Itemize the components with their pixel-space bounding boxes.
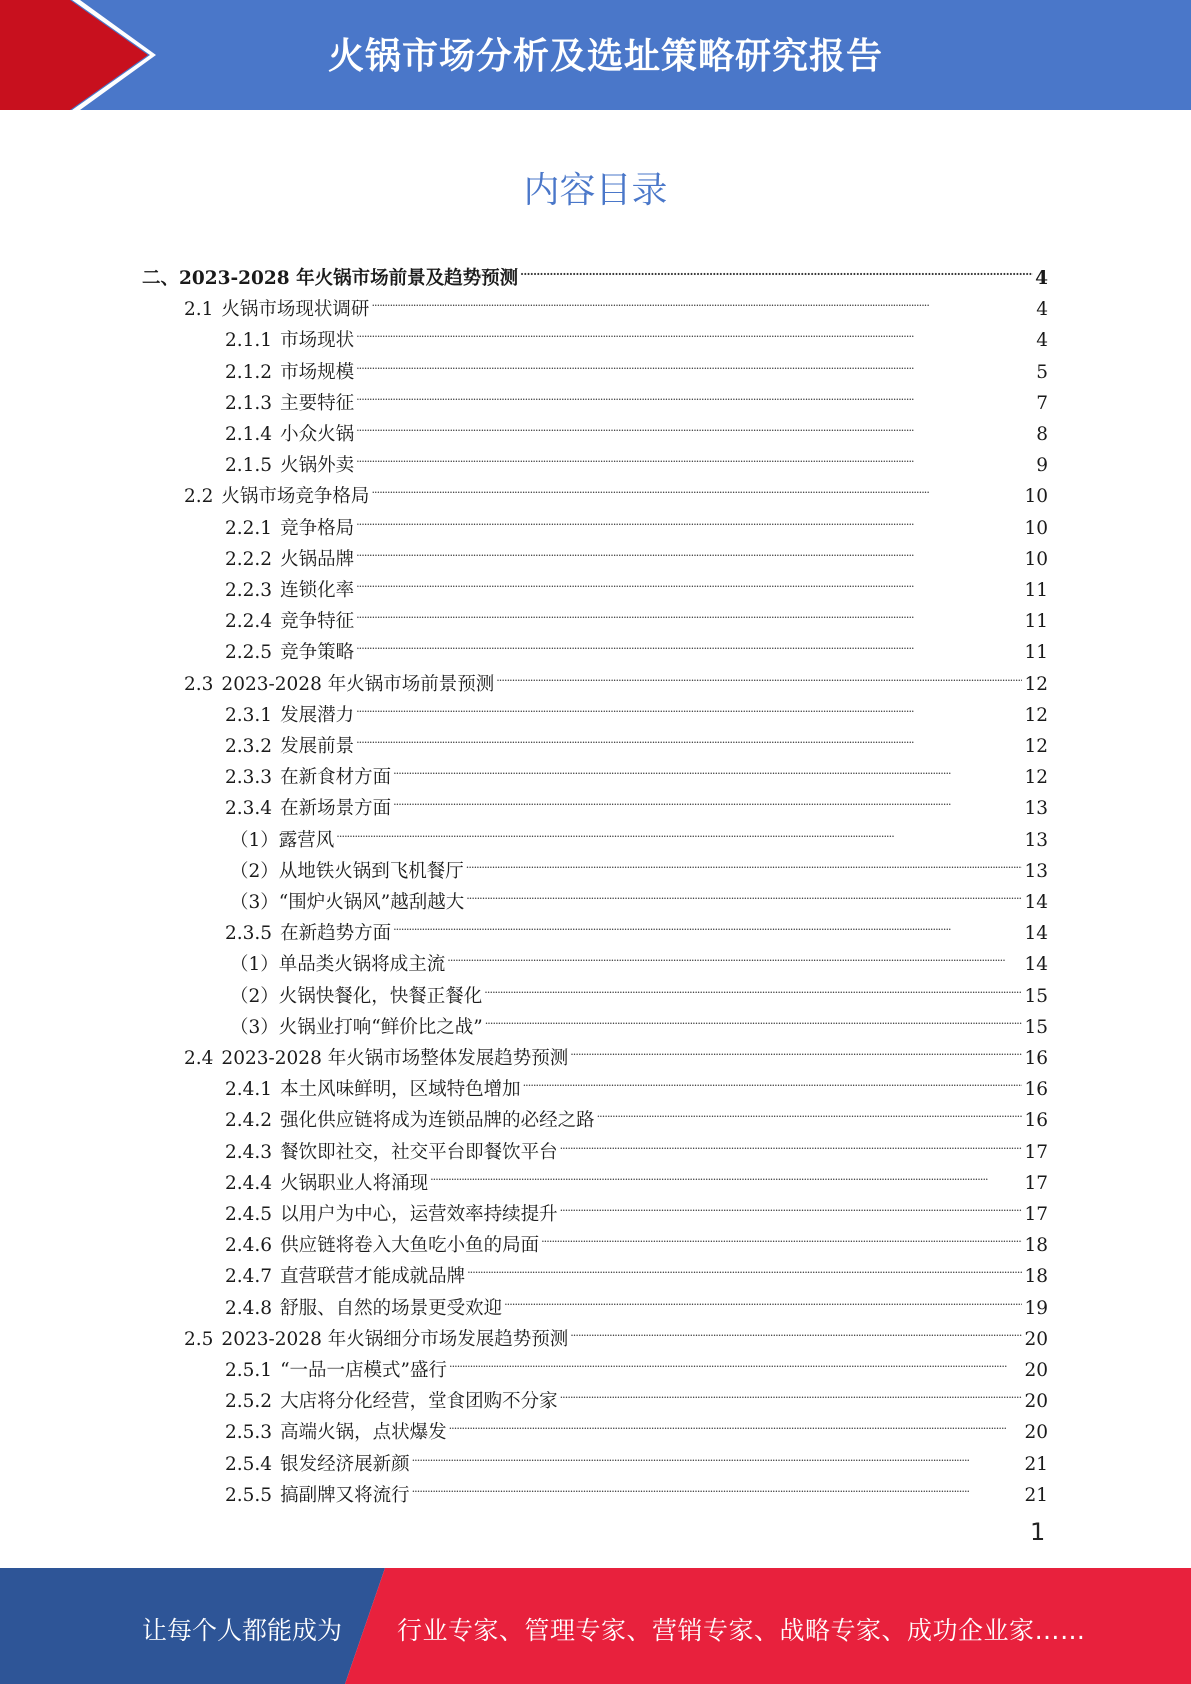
toc-entry[interactable] [225,534,1048,570]
toc-dot-leader [393,752,1022,783]
toc-entry-text: 竞争特征 [280,611,355,633]
toc-dot-leader [412,1439,1023,1470]
toc-entry[interactable] [225,596,1048,633]
toc-dot-leader [356,503,1022,534]
toc-page-number: 18 [1024,1266,1048,1288]
toc-entry-text: 火锅品牌 [280,548,355,570]
toc-entry-label [225,1480,410,1511]
toc-entry[interactable] [230,1002,1048,1038]
toc-entry[interactable] [184,659,1048,695]
toc-dot-leader [356,596,1022,627]
toc-page-number: 20 [1024,1391,1048,1413]
toc-entry-text: 发展潜力 [280,704,355,726]
toc-page-number: 21 [1024,1453,1048,1475]
toc-page-number: 18 [1024,1235,1048,1257]
toc-page-number: 16 [1024,1079,1048,1101]
toc-page-number: 10 [1024,486,1048,508]
toc-page-number: 13 [1024,860,1048,882]
toc-entry-number: 2.1 [184,299,214,321]
toc-entry[interactable] [225,1189,1048,1225]
toc-entry[interactable] [225,409,1048,445]
toc-entry[interactable] [225,315,1048,352]
toc-page-number: 12 [1024,673,1048,695]
toc-dot-leader [504,1283,1022,1314]
toc-entry-text: 在新食材方面 [280,767,392,789]
toc-entry-text: 市场规模 [280,361,355,383]
toc-entry-number: 2.5.3 [225,1422,273,1444]
toc-entry[interactable] [225,347,1048,383]
toc-dot-leader [371,284,1034,315]
footer-slogan-left: 让每个人都能成为 [142,1616,343,1645]
toc-entry-text: 竞争策略 [280,642,355,664]
toc-entry-text: 火锅市场现状调研 [221,299,370,321]
toc-entry-number: 二、 [142,268,180,289]
toc-entry-number: （2） [230,985,279,1007]
toc-entry-number: 2.4.8 [225,1297,273,1319]
toc-entry-number: 2.4 [184,1048,214,1069]
toc-page-number: 9 [1036,455,1048,477]
toc-entry-number: 2.2.3 [225,580,273,601]
toc-dot-leader [393,908,1022,939]
toc-dot-leader [485,1002,1023,1033]
footer-slogan-right: 行业专家、管理专家、营销专家、战略专家、成功企业家…… [397,1616,1086,1645]
toc-page-number: 11 [1024,642,1048,664]
toc-entry[interactable] [225,1439,1048,1475]
toc-dot-leader [560,1127,1023,1158]
toc-entry[interactable] [225,1407,1048,1444]
page-number: 1 [1030,1518,1046,1546]
toc-entry-number: （3） [230,892,279,913]
toc-entry-text: 供应链将卷入大鱼吃小鱼的局面 [280,1235,540,1257]
toc-entry-number: 2.1.2 [225,361,273,383]
toc-dot-leader [496,659,1022,690]
toc-entry-text: 银发经济展新颜 [280,1453,410,1475]
toc-entry[interactable] [225,1158,1048,1194]
toc-entry[interactable] [225,721,1048,757]
toc-entry-number: 2.5.4 [225,1453,273,1475]
toc-entry[interactable] [184,471,1048,508]
toc-page-number: 19 [1024,1297,1048,1319]
toc-entry-text: 餐饮即社交，社交平台即餐饮平台 [280,1141,558,1163]
toc-page-number: 17 [1024,1172,1048,1194]
toc-entry[interactable] [230,815,1048,851]
toc-entry-number: 2.4.1 [225,1079,273,1101]
toc-page-number: 15 [1024,1016,1048,1038]
toc-entry[interactable] [225,565,1048,601]
toc-dot-leader [560,1189,1023,1220]
toc-page-number: 8 [1036,424,1048,445]
toc-dot-leader [356,409,1034,440]
toc-entry-number: 2.5.5 [225,1484,273,1506]
toc-dot-leader [467,1251,1022,1282]
toc-entry[interactable] [225,1095,1048,1132]
toc-entry-text: 大店将分化经营，堂食团购不分家 [280,1391,558,1413]
toc-dot-leader [356,378,1034,409]
toc-entry[interactable] [225,1345,1048,1381]
toc-entry-number: 2.1.3 [225,392,273,414]
toc-dot-leader [356,315,1034,346]
toc-dot-leader [597,1095,1023,1126]
toc-entry[interactable] [225,378,1048,414]
toc-page-number: 12 [1024,736,1048,757]
toc-entry[interactable] [225,1220,1048,1257]
toc-page-number: 16 [1024,1110,1048,1132]
toc-page-number: 14 [1024,892,1048,913]
toc-entry-text: 从地铁火锅到飞机餐厅 [278,860,464,882]
toc-entry-number: 2.2.5 [225,642,273,664]
toc-page-number: 11 [1024,580,1048,601]
toc-entry-number: 2.1.1 [225,330,273,352]
toc-entry-number: 2.1.4 [225,424,273,445]
toc-entry-number: 2.4.4 [225,1172,273,1194]
toc-dot-leader [520,253,1033,284]
toc-entry-number: （1） [230,829,279,851]
toc-dot-leader [449,1345,1022,1376]
toc-entry[interactable] [225,1064,1048,1101]
toc-page-number: 7 [1036,392,1048,414]
toc-entry[interactable] [225,783,1048,820]
toc-entry-text: 在新场景方面 [280,798,392,820]
toc-dot-leader [371,471,1022,502]
toc-page-number: 13 [1024,829,1048,851]
toc-page-number: 11 [1024,611,1048,633]
toc-entry-text: “围炉火锅风”越刮越大 [278,892,465,913]
toc-entry-text: 舒服、自然的场景更受欢迎 [280,1297,503,1319]
toc-entry-text: 强化供应链将成为连锁品牌的必经之路 [280,1110,595,1132]
toc-entry-number: 2.4.6 [225,1235,273,1257]
toc-dot-leader [356,347,1034,378]
toc-entry-number: 2.2 [184,486,214,508]
toc-entry-text: 单品类火锅将成主流 [278,954,446,976]
toc-entry-text: 火锅快餐化，快餐正餐化 [278,985,483,1007]
toc-entry[interactable] [225,1251,1048,1288]
toc-entry-number: 2.4.2 [225,1110,273,1132]
toc-page-number: 10 [1024,517,1048,539]
toc-page-number: 14 [1024,923,1048,945]
toc-page-number: 4 [1036,299,1048,321]
toc-entry-text: 小众火锅 [280,424,355,445]
toc-page-number: 16 [1024,1048,1048,1069]
toc-entry[interactable] [225,690,1048,726]
toc-entry-number: 2.3.2 [225,736,273,757]
toc-entry-text: 以用户为中心，运营效率持续提升 [280,1204,558,1225]
toc-entry[interactable] [230,877,1048,913]
toc-dot-leader [356,565,1022,596]
toc-entry-text: 市场现状 [280,330,355,352]
toc-entry-number: 2.5.1 [225,1360,273,1381]
toc-entry-number: 2.4.5 [225,1204,273,1225]
report-title: 火锅市场分析及选址策略研究报告 [327,35,883,77]
toc-dot-leader [336,815,1022,846]
toc-entry-text: 主要特征 [280,392,355,414]
toc-entry[interactable] [230,846,1048,882]
toc-entry-number: 2.3.3 [225,767,273,789]
toc-entry-text: 搞副牌又将流行 [280,1484,410,1506]
toc-entry[interactable] [184,1314,1048,1350]
toc-dot-leader [484,971,1022,1002]
toc-page-number: 5 [1036,361,1048,383]
toc-page-number: 4 [1035,268,1048,289]
toc-dot-leader [356,440,1034,471]
toc-dot-leader [541,1220,1022,1251]
toc-dot-leader [430,1158,1022,1189]
toc-dot-leader [412,1470,1023,1501]
toc-entry-number: 2.3.4 [225,798,273,820]
toc-page-number: 17 [1024,1141,1048,1163]
toc-entry[interactable] [184,284,1048,321]
toc-dot-leader [466,846,1023,877]
toc-entry-text: 火锅业打响“鲜价比之战” [278,1016,483,1038]
toc-page-number: 20 [1024,1328,1048,1350]
toc-dot-leader [523,1064,1023,1095]
toc-dot-leader [447,939,1022,970]
toc-entry-number: 2.4.7 [225,1266,273,1288]
toc-entry[interactable] [184,1033,1048,1069]
toc-entry-number: 2.1.5 [225,455,273,477]
toc-dot-leader [570,1314,1022,1345]
toc-page-number: 12 [1024,704,1048,726]
toc-page-number: 13 [1024,798,1048,820]
toc-entry[interactable] [142,253,1048,289]
toc-entry-number: 2.2.2 [225,548,273,570]
toc-entry-text: 火锅外卖 [280,455,355,477]
page-title: 内容目录 [523,170,668,211]
toc-entry-text: 2023-2028 年火锅市场前景及趋势预测 [179,268,519,289]
toc-entry-number: （2） [230,860,279,882]
toc-page-number: 4 [1036,330,1048,352]
toc-entry-number: 2.3.1 [225,704,273,726]
toc-entry-text: 2023-2028 年火锅市场整体发展趋势预测 [221,1048,569,1069]
toc-dot-leader [570,1033,1022,1064]
toc-entry-number: 2.2.1 [225,517,273,539]
toc-entry-text: 本土风味鲜明，区域特色增加 [280,1079,521,1101]
header-band [0,0,1191,110]
toc-entry[interactable] [225,627,1048,664]
toc-entry-number: （3） [230,1016,279,1038]
toc-entry[interactable] [225,1470,1048,1506]
toc-entry-number: 2.5 [184,1328,214,1350]
toc-entry-text: “一品一店模式”盛行 [280,1360,447,1381]
toc-entry[interactable] [225,1127,1048,1163]
toc-dot-leader [560,1376,1023,1407]
toc-dot-leader [466,877,1022,908]
toc-dot-leader [356,627,1022,658]
toc-entry[interactable] [225,752,1048,789]
toc-page-number: 10 [1024,548,1048,570]
toc-dot-leader [356,721,1022,752]
toc-page-number: 21 [1024,1484,1048,1506]
toc-entry-number: 2.2.4 [225,611,273,633]
toc-entry[interactable] [225,440,1048,477]
toc-entry-text: 连锁化率 [280,580,355,601]
toc-dot-leader [356,534,1022,565]
toc-dot-leader [356,690,1022,721]
toc-page-number: 12 [1024,767,1048,789]
toc-entry-text: 火锅职业人将涌现 [280,1172,429,1194]
toc-entry[interactable] [230,971,1048,1007]
toc-entry-text: 在新趋势方面 [280,923,392,945]
toc-entry[interactable] [225,503,1048,539]
toc-entry[interactable] [225,908,1048,945]
toc-entry-text: 高端火锅，点状爆发 [280,1422,447,1444]
toc-entry-text: 2023-2028 年火锅市场前景预测 [221,673,495,695]
toc-entry-text: 2023-2028 年火锅细分市场发展趋势预测 [221,1328,569,1350]
toc-entry-text: 直营联营才能成就品牌 [280,1266,466,1288]
toc-entry[interactable] [225,1283,1048,1319]
toc-page-number: 15 [1024,985,1048,1007]
toc-entry[interactable] [230,939,1048,976]
toc-entry[interactable] [225,1376,1048,1413]
toc-entry-number: （1） [230,954,279,976]
toc-page-number: 20 [1024,1360,1048,1381]
toc-page-number: 20 [1024,1422,1048,1444]
toc-entry-number: 2.5.2 [225,1391,273,1413]
toc-dot-leader [449,1407,1023,1438]
toc-entry-number: 2.4.3 [225,1141,273,1163]
toc-entry-text: 竞争格局 [280,517,355,539]
toc-page-number: 17 [1024,1204,1048,1225]
toc-entry-text: 火锅市场竞争格局 [221,486,370,508]
toc-entry-text: 发展前景 [280,736,355,757]
toc-dot-leader [393,783,1022,814]
toc-entry-text: 露营风 [278,829,335,851]
toc-entry-number: 2.3.5 [225,923,273,945]
toc-page-number: 14 [1024,954,1048,976]
toc-entry-number: 2.3 [184,673,214,695]
